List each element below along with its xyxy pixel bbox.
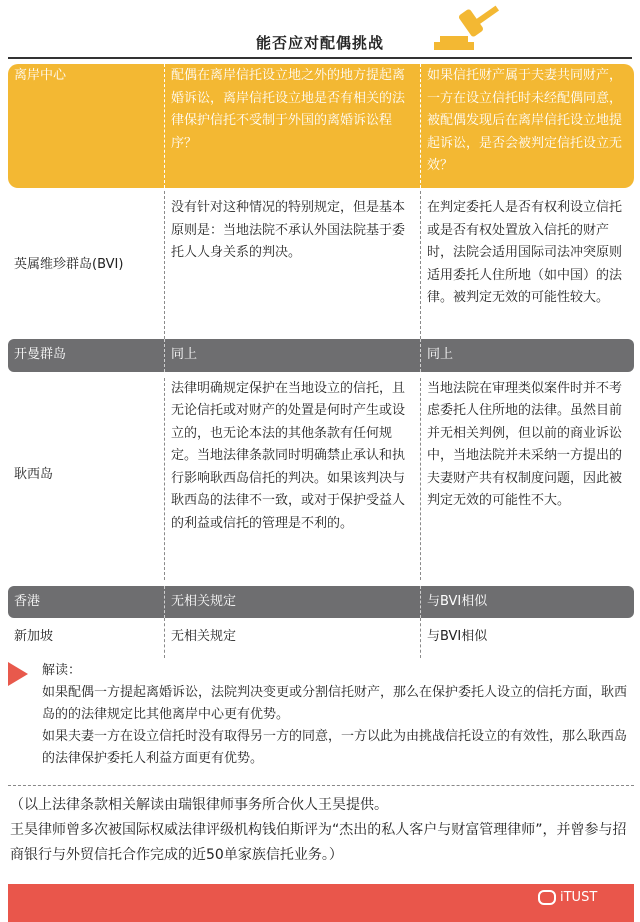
table-row: [8, 339, 634, 372]
header-divider: [8, 57, 632, 59]
row-center: 开曼群岛: [14, 347, 67, 362]
row-cell-col3: 与BVI相似: [420, 586, 634, 619]
wechat-icon: [538, 890, 556, 905]
header-cell-question1: 配偶在离岸信托设立地之外的地方提起离婚诉讼，离岸信托设立地是否有相关的法律保护信托不受制于外国的离婚诉讼程序？: [164, 64, 420, 188]
credit-line: 王昊律师曾多次被国际权威法律评级机构钱伯斯评为“杰出的私人客户与财富管理律师”，并曾参与招商银行与外贸信托合作完成的近50单家族信托业务。）: [10, 822, 627, 863]
table-row: [8, 191, 634, 339]
table-row: [8, 378, 634, 580]
row-center-label: 英属维珍群岛(BVI): [14, 256, 124, 272]
note-title: 解读：: [42, 663, 82, 678]
triangle-marker-icon: [8, 662, 28, 686]
header: [0, 0, 640, 60]
row-cell-col2: 法律明确规定保护在当地设立的信托，且无论信托或对财产的处置是何时产生或设立的，也无论本法的其他条款有任何规定。当地法律条款同时明确禁止承认和执行影响耿西岛信托的判决。如果该判决与耿西岛的法律不一致，或对于保护受益人的利益或信托的管理是不利的。: [164, 378, 420, 580]
row-center-label: 耿西岛: [14, 467, 54, 483]
note-body: [42, 682, 632, 770]
header-cell-question2: 如果信托财产属于夫妻共同财产，一方在设立信托时未经配偶同意，被配偶发现后在离岸信托设立地提起诉讼，是否会被判定信托设立无效？: [420, 64, 634, 188]
credit-line: （以上法律条款相关解读由瑞银律师事务所合伙人王昊提供。: [10, 797, 388, 813]
page-title: 能否应对配偶挑战: [255, 34, 384, 52]
row-center: 香港: [14, 593, 41, 609]
table-row: [8, 618, 634, 658]
watermark-text: iTUST: [560, 890, 598, 905]
row-cell-col3: 与BVI相似: [420, 618, 634, 658]
row-cell-col3: 当地法院在审理类似案件时并不考虑委托人住所地的法律。虽然目前并无相关判例，但以前的商业诉讼中，当地法院并未采纳一方提出的夫妻财产共有权制度问题，因此被判定无效的可能性不大。: [420, 378, 634, 580]
note-paragraph: 如果夫妻一方在设立信托时没有取得另一方的同意，一方以此为由挑战信托设立的有效性，那么耿西岛的法律保护委托人利益方面更有优势。: [42, 729, 628, 766]
row-center: 新加坡: [14, 629, 54, 644]
row-center: [8, 378, 164, 580]
row-cell-col2: 无相关规定: [164, 586, 420, 619]
divider: [8, 785, 634, 786]
note-paragraph: 如果配偶一方提起离婚诉讼，法院判决变更或分割信托财产，那么在保护委托人设立的信托方面，耿西岛的的法律规定比其他离岸中心更有优势。: [42, 685, 628, 722]
row-cell-col2: 同上: [164, 339, 420, 372]
row-cell-col3: 同上: [420, 339, 634, 372]
credit-text: [10, 793, 634, 868]
row-cell-col2: 无相关规定: [164, 618, 420, 658]
row-center: [8, 191, 164, 339]
watermark: [538, 890, 597, 905]
header-cell-center: 离岸中心: [14, 68, 67, 83]
table-row: [8, 586, 634, 619]
row-cell-col2: 没有针对这种情况的特别规定，但是基本原则是：当地法院不承认外国法院基于委托人人身关系的判决。: [164, 191, 420, 339]
row-cell-col3: 在判定委托人是否有权利设立信托或是否有权处置放入信托的财产时，法院会适用国际司法冲突原则适用委托人住所地（如中国）的法律。被判定无效的可能性较大。: [420, 191, 634, 339]
comparison-table: [8, 64, 634, 658]
table-header-row: [8, 64, 634, 188]
